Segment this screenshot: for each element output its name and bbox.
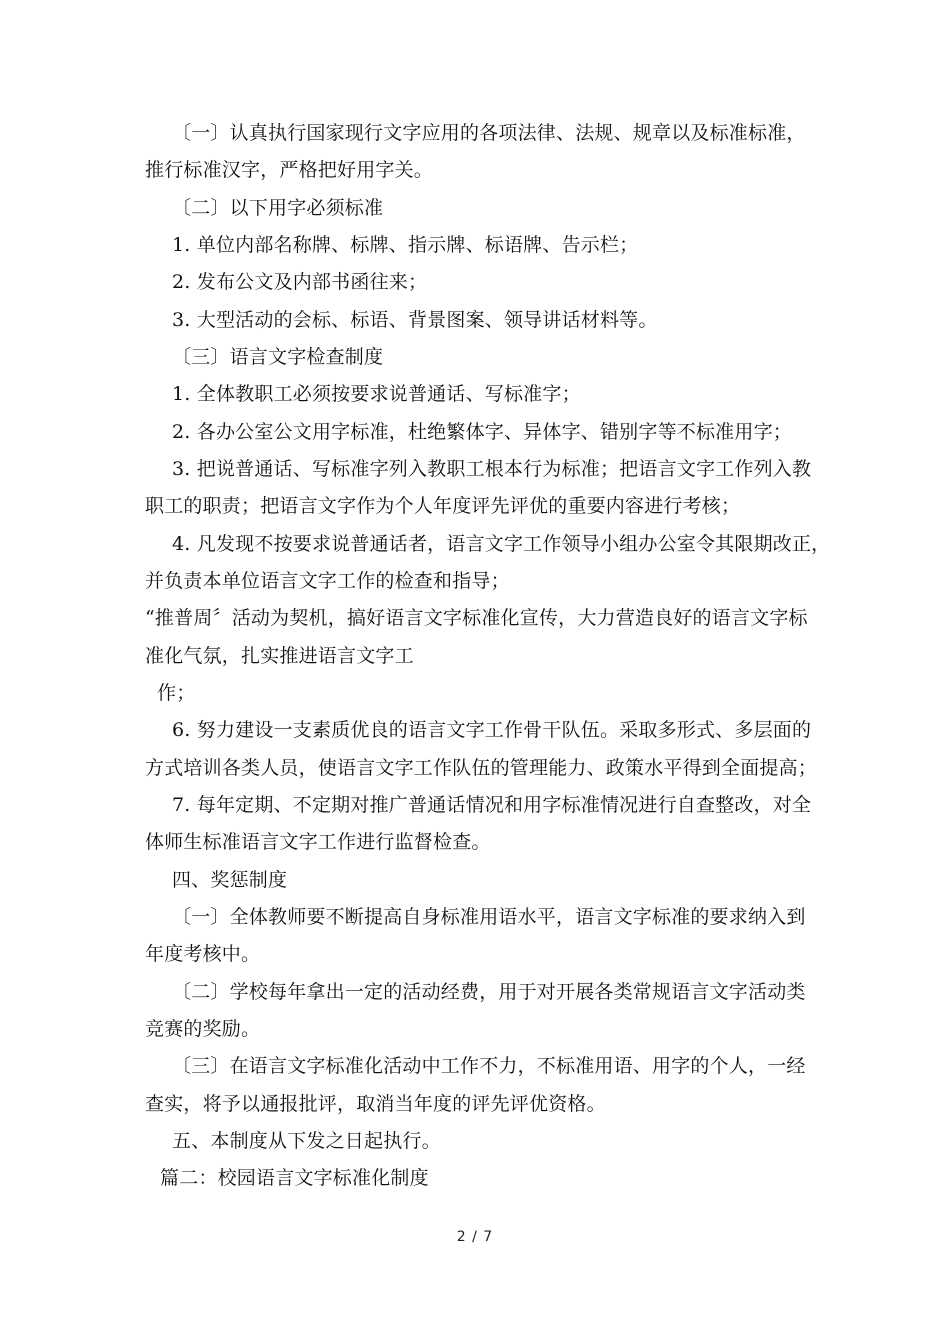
text-line: 竞赛的奖励。 <box>145 1018 261 1040</box>
section-heading: 〔二〕以下用字必须标准 <box>172 197 384 219</box>
text-line: 并负责本单位语言文字工作的检查和指导； <box>145 570 510 592</box>
text-line: 〔一〕认真执行国家现行文字应用的各项法律、法规、规章以及标准标准， <box>172 122 806 144</box>
text-line: 〔一〕全体教师要不断提高自身标准用语水平，语言文字标准的要求纳入到 <box>172 906 806 928</box>
text-line: 职工的职责；把语言文字作为个人年度评先评优的重要内容进行考核； <box>145 495 741 517</box>
list-item: 2. 发布公文及内部书函往来； <box>172 271 428 293</box>
text-line: “推普周〞活动为契机，搞好语言文字标准化宣传，大力营造良好的语言文字标 <box>145 607 808 629</box>
text-line: 〔二〕学校每年拿出一定的活动经费，用于对开展各类常规语言文字活动类 <box>172 981 806 1003</box>
text-line: 作； <box>157 682 196 704</box>
list-item: 2. 各办公室公文用字标准，杜绝繁体字、异体字、错别字等不标准用字； <box>172 421 792 443</box>
text-line: 推行标准汉字，严格把好用字关。 <box>145 159 434 181</box>
text-line: 准化气氛，扎实推进语言文字工 <box>145 645 414 667</box>
text-line: 年度考核中。 <box>145 943 261 965</box>
section-heading: 四、奖惩制度 <box>172 869 288 891</box>
section-heading: 〔三〕语言文字检查制度 <box>172 346 384 368</box>
list-item: 3. 大型活动的会标、标语、背景图案、领导讲话材料等。 <box>172 309 658 331</box>
text-line: 方式培训各类人员，使语言文字工作队伍的管理能力、政策水平得到全面提高； <box>145 757 818 779</box>
section-heading: 五、本制度从下发之日起执行。 <box>172 1130 441 1152</box>
page-number: 2 / 7 <box>456 1229 494 1245</box>
text-line: 查实，将予以通报批评，取消当年度的评先评优资格。 <box>145 1093 606 1115</box>
list-item: 3. 把说普通话、写标准字列入教职工根本行为标准；把语言文字工作列入教 <box>172 458 812 480</box>
list-item: 7. 每年定期、不定期对推广普通话情况和用字标准情况进行自查整改，对全 <box>172 794 812 816</box>
section-heading: 篇二：校园语言文字标准化制度 <box>160 1167 429 1189</box>
list-item: 1. 单位内部名称牌、标牌、指示牌、标语牌、告示栏； <box>172 234 639 256</box>
list-item: 6. 努力建设一支素质优良的语言文字工作骨干队伍。采取多形式、多层面的 <box>172 719 812 741</box>
list-item: 4. 凡发现不按要求说普通话者，语言文字工作领导小组办公室令其限期改正， <box>172 533 831 555</box>
list-item: 1. 全体教职工必须按要求说普通话、写标准字； <box>172 383 581 405</box>
text-line: 〔三〕在语言文字标准化活动中工作不力，不标准用语、用字的个人，一经 <box>172 1055 806 1077</box>
text-line: 体师生标准语言文字工作进行监督检查。 <box>145 831 491 853</box>
